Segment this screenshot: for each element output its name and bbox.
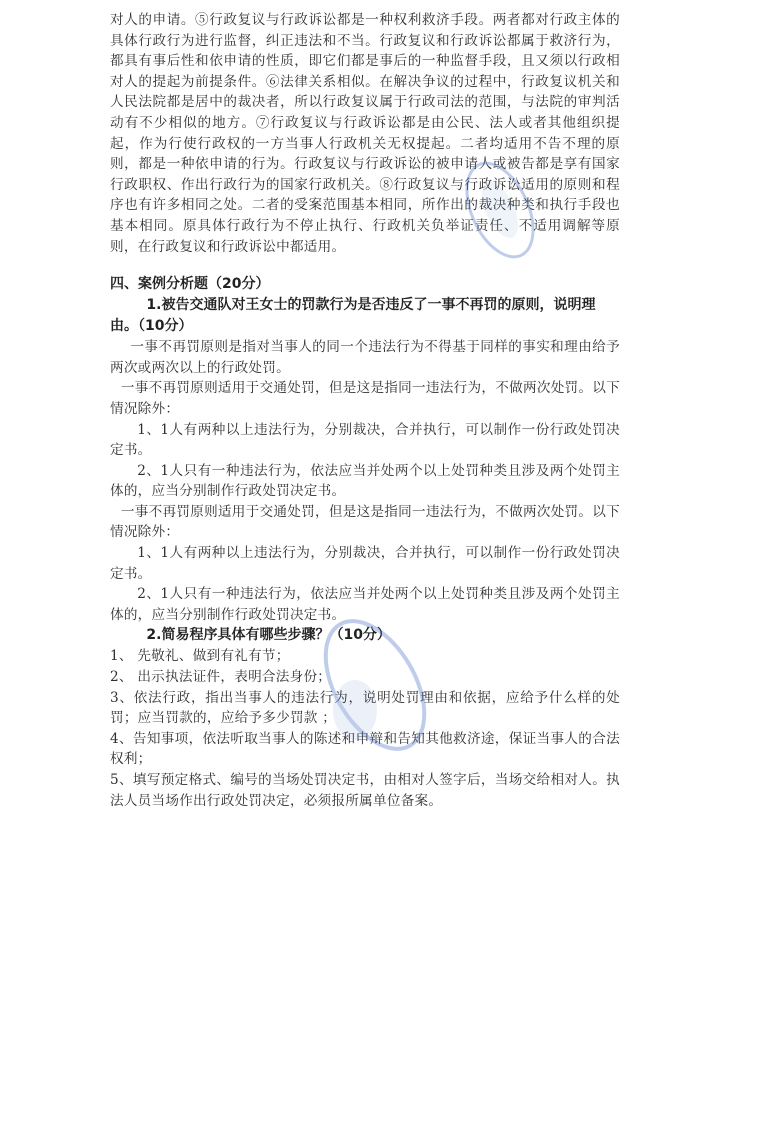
step-item: 5、填写预定格式、编号的当场处罚决定书，由相对人签字后，当场交给相对人。执法人员当场作出行政处罚决定，必须报所属单位备案。 — [110, 772, 620, 809]
answer-1-intro: 一事不再罚原则是指对当事人的同一个违法行为不得基于同样的事实和理由给予两次或两次以上的行政处罚。 — [110, 339, 620, 376]
step-item: 1、 先敬礼、做到有礼有节； — [110, 648, 290, 665]
question-1: 1.被告交通队对王女士的罚款行为是否违反了一事不再罚的原则，说明理由。（10分） — [110, 297, 596, 335]
question-2: 2.简易程序具体有哪些步骤？（10分） — [146, 627, 391, 644]
document-page — [110, 10, 620, 811]
step-item: 4、告知事项，依法听取当事人的陈述和申辩和告知其他救济途，保证当事人的合法权利； — [110, 730, 620, 768]
answer-1a-item-1: 1、1人有两种以上违法行为，分别裁决，合并执行，可以制作一份行政处罚决定书。 — [110, 421, 620, 459]
step-item: 2、 出示执法证件，表明合法身份； — [110, 669, 332, 686]
answer-1a-lead: 一事不再罚原则适用于交通处罚，但是这是指同一违法行为，不做两次处罚。以下情况除外： — [110, 380, 620, 417]
answer-1a-item-2: 2、1人只有一种违法行为，依法应当并处两个以上处罚种类且涉及两个处罚主体的，应当分别制作行政处罚决定书。 — [110, 462, 620, 500]
top-paragraph: 对人的申请。⑤行政复议与行政诉讼都是一种权利救济手段。两者都对行政主体的具体行政行为进行监督，纠正违法和不当。行政复议和行政诉讼都属于救济行为，都具有事后性和依申请的性质，即它们都是事后的一种监督手段，且又须以行政相对人的提起为前提条件。⑥法律关系相似。在解决争议的过程中，行政复议机关和人民法院都是居中的裁决者，所以行政复议属于行政司法的范围，与法院的审判活动有不少相似的地方。⑦行政复议与行政诉讼都是由公民、法人或者其他组织提起，作为行使行政权的一方当事人行政机关无权提起。二者均适用不告不理的原则，都是一种依申请的行为。行政复议与行政诉讼的被申请人或被告都是享有国家行政职权、作出行政行为的国家行政机关。⑧行政复议与行政诉讼适用的原则和程序也有许多相同之处。二者的受案范围基本相同，所作出的裁决种类和执行手段也基本相同。原具体行政行为不停止执行、行政机关负举证责任、不适用调解等原则，在行政复议和行政诉讼中都适用。 — [110, 12, 620, 255]
answer-1b-lead: 一事不再罚原则适用于交通处罚，但是这是指同一违法行为，不做两次处罚。以下情况除外： — [110, 503, 620, 541]
answer-1b-item-1: 1、1人有两种以上违法行为，分别裁决，合并执行，可以制作一份行政处罚决定书。 — [110, 545, 620, 582]
answer-1b-item-2: 2、1人只有一种违法行为，依法应当并处两个以上处罚种类且涉及两个处罚主体的，应当分别制作行政处罚决定书。 — [110, 586, 620, 623]
section-heading: 四、案例分析题（20分） — [110, 276, 270, 293]
step-item: 3、依法行政，指出当事人的违法行为，说明处罚理由和依据，应给予什么样的处罚；应当罚款的，应给予多少罚款 ； — [110, 689, 620, 727]
